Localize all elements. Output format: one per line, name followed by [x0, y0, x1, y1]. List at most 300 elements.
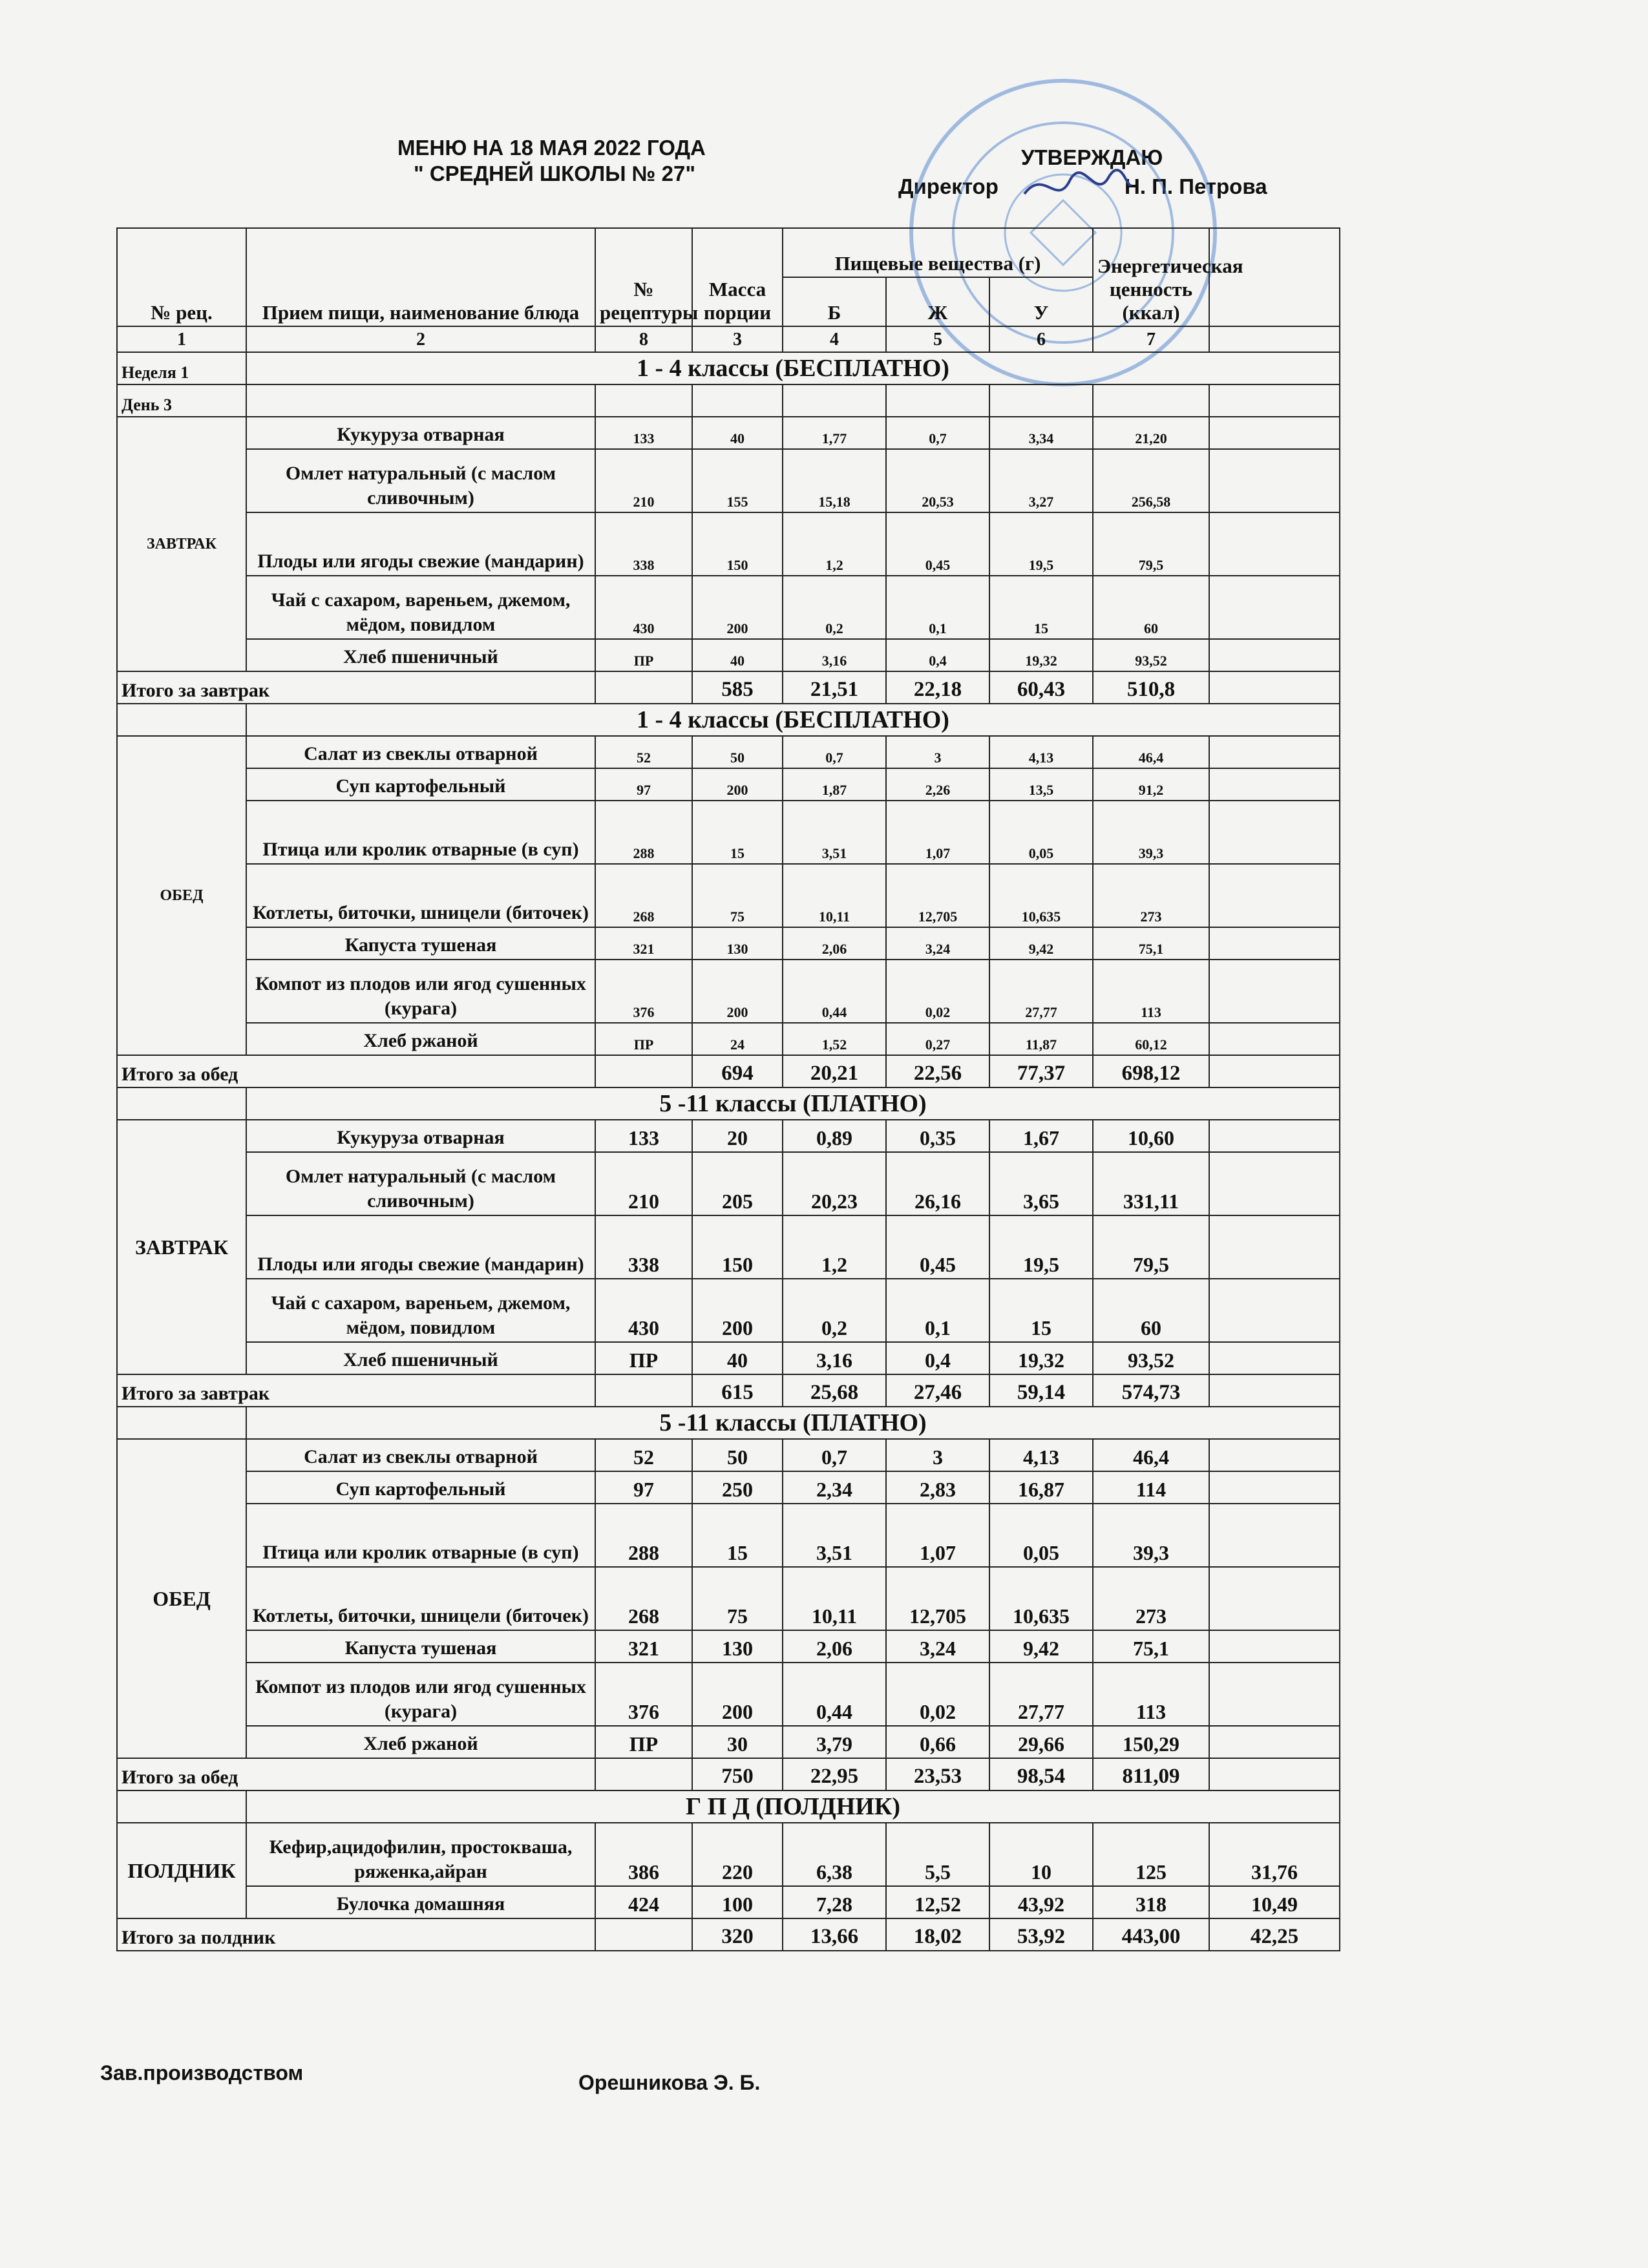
recipe-number: 210 [595, 449, 692, 512]
fat-value: 3,24 [886, 927, 989, 960]
table-row [117, 1342, 1340, 1374]
fat-value: 12,705 [886, 864, 989, 927]
fat-value: 2,26 [886, 768, 989, 801]
total-energy: 698,12 [1093, 1055, 1209, 1087]
col-number: 2 [246, 326, 595, 352]
table-row [117, 1023, 1340, 1055]
dish-name: Котлеты, биточки, шницели (биточек) [246, 1567, 595, 1630]
protein-value: 3,51 [783, 1504, 886, 1567]
carb-value: 13,5 [989, 768, 1093, 801]
energy-value: 150,29 [1093, 1726, 1209, 1758]
dish-name: Хлеб пшеничный [246, 639, 595, 671]
protein-value: 2,06 [783, 927, 886, 960]
recipe-number: 288 [595, 1504, 692, 1567]
table-row [117, 960, 1340, 1023]
recipe-number: 133 [595, 1120, 692, 1152]
meal-label: ОБЕД [117, 736, 246, 1055]
carb-value: 10 [989, 1823, 1093, 1886]
portion-mass: 200 [692, 1663, 783, 1726]
section-title-spacer [117, 1407, 246, 1439]
energy-value: 39,3 [1093, 1504, 1209, 1567]
table-row [117, 801, 1340, 864]
carb-value: 27,77 [989, 1663, 1093, 1726]
total-label: Итого за завтрак [117, 671, 595, 704]
table-row [117, 1279, 1340, 1342]
col-number: 3 [692, 326, 783, 352]
energy-value: 318 [1093, 1886, 1209, 1918]
fat-value: 0,45 [886, 1215, 989, 1279]
section-title-row [117, 704, 1340, 736]
table-row [117, 639, 1340, 671]
portion-mass: 200 [692, 576, 783, 639]
carb-value: 19,5 [989, 1215, 1093, 1279]
fat-value: 0,7 [886, 417, 989, 449]
extra-value [1209, 1663, 1340, 1726]
table-row [117, 1120, 1340, 1152]
empty-cell [595, 1374, 692, 1407]
fat-value: 0,02 [886, 1663, 989, 1726]
fat-value: 3,24 [886, 1630, 989, 1663]
recipe-number: ПР [595, 1023, 692, 1055]
table-row [117, 449, 1340, 512]
director-name: Н. П. Петрова [1125, 174, 1267, 198]
section-title-row [117, 1087, 1340, 1120]
meal-label: ОБЕД [117, 1439, 246, 1758]
protein-value: 0,44 [783, 960, 886, 1023]
extra-value [1209, 1504, 1340, 1567]
col-u: У [989, 277, 1093, 326]
fat-value: 26,16 [886, 1152, 989, 1215]
protein-value: 6,38 [783, 1823, 886, 1886]
total-label: Итого за обед [117, 1055, 595, 1087]
total-energy: 510,8 [1093, 671, 1209, 704]
extra-value [1209, 736, 1340, 768]
energy-value: 91,2 [1093, 768, 1209, 801]
total-label: Итого за завтрак [117, 1374, 595, 1407]
fat-value: 1,07 [886, 801, 989, 864]
meal-label: ЗАВТРАК [117, 1120, 246, 1374]
portion-mass: 250 [692, 1471, 783, 1504]
table-row [117, 1823, 1340, 1886]
dish-name: Кефир,ацидофилин, простокваша, ряженка,айран [246, 1823, 595, 1886]
dish-name: Котлеты, биточки, шницели (биточек) [246, 864, 595, 927]
protein-value: 10,11 [783, 864, 886, 927]
total-row [117, 1055, 1340, 1087]
fat-value: 1,07 [886, 1504, 989, 1567]
recipe-number: 97 [595, 768, 692, 801]
carb-value: 9,42 [989, 1630, 1093, 1663]
table-row [117, 768, 1340, 801]
meal-label: ПОЛДНИК [117, 1823, 246, 1918]
col-extra [1209, 228, 1340, 326]
table-row [117, 864, 1340, 927]
col-energy: Энергетическая ценность (ккал) [1093, 228, 1209, 326]
empty-cell [989, 384, 1093, 417]
energy-value: 60 [1093, 576, 1209, 639]
portion-mass: 200 [692, 960, 783, 1023]
table-row [117, 1439, 1340, 1471]
carb-value: 1,67 [989, 1120, 1093, 1152]
carb-value: 0,05 [989, 1504, 1093, 1567]
protein-value: 20,23 [783, 1152, 886, 1215]
extra-value [1209, 1120, 1340, 1152]
dish-name: Омлет натуральный (с маслом сливочным) [246, 1152, 595, 1215]
portion-mass: 100 [692, 1886, 783, 1918]
carb-value: 15 [989, 576, 1093, 639]
recipe-number: ПР [595, 1342, 692, 1374]
total-mass: 585 [692, 671, 783, 704]
portion-mass: 24 [692, 1023, 783, 1055]
carb-value: 0,05 [989, 801, 1093, 864]
carb-value: 10,635 [989, 864, 1093, 927]
dish-name: Чай с сахаром, вареньем, джемом, мёдом, повидлом [246, 576, 595, 639]
total-mass: 750 [692, 1758, 783, 1790]
energy-value: 60 [1093, 1279, 1209, 1342]
total-row [117, 1374, 1340, 1407]
dish-name: Хлеб ржаной [246, 1726, 595, 1758]
fat-value: 2,83 [886, 1471, 989, 1504]
carb-value: 19,32 [989, 639, 1093, 671]
extra-value [1209, 1279, 1340, 1342]
empty-cell [595, 1758, 692, 1790]
fat-value: 0,1 [886, 1279, 989, 1342]
energy-value: 93,52 [1093, 1342, 1209, 1374]
table-row [117, 1471, 1340, 1504]
protein-value: 1,52 [783, 1023, 886, 1055]
dish-name: Омлет натуральный (с маслом сливочным) [246, 449, 595, 512]
recipe-number: 133 [595, 417, 692, 449]
recipe-number: 97 [595, 1471, 692, 1504]
fat-value: 0,02 [886, 960, 989, 1023]
empty-cell [595, 1055, 692, 1087]
table-row [117, 1663, 1340, 1726]
fat-value: 0,1 [886, 576, 989, 639]
footer-name: Орешникова Э. Б. [578, 2071, 761, 2094]
total-fat: 18,02 [886, 1918, 989, 1951]
dish-name: Плоды или ягоды свежие (мандарин) [246, 1215, 595, 1279]
dish-name: Суп картофельный [246, 1471, 595, 1504]
portion-mass: 50 [692, 1439, 783, 1471]
dish-name: Капуста тушеная [246, 1630, 595, 1663]
protein-value: 1,77 [783, 417, 886, 449]
col-number: 4 [783, 326, 886, 352]
recipe-number: 386 [595, 1823, 692, 1886]
energy-value: 75,1 [1093, 1630, 1209, 1663]
portion-mass: 40 [692, 1342, 783, 1374]
total-protein: 20,21 [783, 1055, 886, 1087]
col-rec-no: № рец. [117, 228, 246, 326]
dish-name: Птица или кролик отварные (в суп) [246, 801, 595, 864]
extra-value [1209, 1342, 1340, 1374]
empty-cell [595, 1918, 692, 1951]
week-label: Неделя 1 [117, 352, 246, 384]
col-zh: Ж [886, 277, 989, 326]
energy-value: 75,1 [1093, 927, 1209, 960]
total-label: Итого за полдник [117, 1918, 595, 1951]
col-number: 7 [1093, 326, 1209, 352]
dish-name: Компот из плодов или ягод сушенных (курага) [246, 1663, 595, 1726]
fat-value: 0,27 [886, 1023, 989, 1055]
director-label: Директор [898, 174, 998, 198]
recipe-number: 321 [595, 927, 692, 960]
dish-name: Кукуруза отварная [246, 1120, 595, 1152]
dish-name: Компот из плодов или ягод сушенных (курага) [246, 960, 595, 1023]
extra-value [1209, 417, 1340, 449]
energy-value: 125 [1093, 1823, 1209, 1886]
protein-value: 0,89 [783, 1120, 886, 1152]
school-name: " СРЕДНЕЙ ШКОЛЫ № 27" [414, 162, 695, 185]
total-fat: 22,18 [886, 671, 989, 704]
carb-value: 15 [989, 1279, 1093, 1342]
menu-title: МЕНЮ НА 18 МАЯ 2022 ГОДА [397, 136, 706, 160]
protein-value: 0,2 [783, 576, 886, 639]
col-number: 1 [117, 326, 246, 352]
fat-value: 20,53 [886, 449, 989, 512]
dish-name: Суп картофельный [246, 768, 595, 801]
empty-cell [886, 384, 989, 417]
carb-value: 3,65 [989, 1152, 1093, 1215]
section-title-spacer [117, 1790, 246, 1823]
energy-value: 46,4 [1093, 736, 1209, 768]
carb-value: 9,42 [989, 927, 1093, 960]
protein-value: 0,2 [783, 1279, 886, 1342]
table-row [117, 1215, 1340, 1279]
total-fat: 22,56 [886, 1055, 989, 1087]
portion-mass: 50 [692, 736, 783, 768]
fat-value: 0,4 [886, 1342, 989, 1374]
col-number: 6 [989, 326, 1093, 352]
empty-cell [595, 671, 692, 704]
day-row [117, 384, 1340, 417]
extra-value [1209, 639, 1340, 671]
total-carb: 53,92 [989, 1918, 1093, 1951]
energy-value: 46,4 [1093, 1439, 1209, 1471]
total-fat: 23,53 [886, 1758, 989, 1790]
recipe-number: 52 [595, 736, 692, 768]
extra-value: 10,49 [1209, 1886, 1340, 1918]
protein-value: 10,11 [783, 1567, 886, 1630]
empty-cell [783, 384, 886, 417]
fat-value: 3 [886, 736, 989, 768]
protein-value: 15,18 [783, 449, 886, 512]
total-extra [1209, 1055, 1340, 1087]
dish-name: Хлеб ржаной [246, 1023, 595, 1055]
fat-value: 0,4 [886, 639, 989, 671]
table-row [117, 576, 1340, 639]
portion-mass: 40 [692, 417, 783, 449]
portion-mass: 205 [692, 1152, 783, 1215]
total-carb: 77,37 [989, 1055, 1093, 1087]
portion-mass: 130 [692, 927, 783, 960]
dish-name: Плоды или ягоды свежие (мандарин) [246, 512, 595, 576]
energy-value: 79,5 [1093, 1215, 1209, 1279]
col-meal-name: Прием пищи, наименование блюда [246, 228, 595, 326]
total-extra [1209, 671, 1340, 704]
meal-label: ЗАВТРАК [117, 417, 246, 671]
portion-mass: 220 [692, 1823, 783, 1886]
fat-value: 3 [886, 1439, 989, 1471]
table-row [117, 1886, 1340, 1918]
fat-value: 12,705 [886, 1567, 989, 1630]
protein-value: 0,44 [783, 1663, 886, 1726]
protein-value: 1,2 [783, 512, 886, 576]
recipe-number: 430 [595, 1279, 692, 1342]
extra-value [1209, 1726, 1340, 1758]
extra-value [1209, 960, 1340, 1023]
col-number: 8 [595, 326, 692, 352]
extra-value [1209, 1215, 1340, 1279]
extra-value [1209, 864, 1340, 927]
total-mass: 320 [692, 1918, 783, 1951]
energy-value: 256,58 [1093, 449, 1209, 512]
dish-name: Птица или кролик отварные (в суп) [246, 1504, 595, 1567]
protein-value: 0,7 [783, 1439, 886, 1471]
section-title-row [117, 352, 1340, 384]
energy-value: 79,5 [1093, 512, 1209, 576]
total-energy: 574,73 [1093, 1374, 1209, 1407]
extra-value [1209, 1023, 1340, 1055]
extra-value: 31,76 [1209, 1823, 1340, 1886]
total-protein: 22,95 [783, 1758, 886, 1790]
recipe-number: 338 [595, 512, 692, 576]
protein-value: 3,51 [783, 801, 886, 864]
energy-value: 273 [1093, 1567, 1209, 1630]
energy-value: 93,52 [1093, 639, 1209, 671]
carb-value: 11,87 [989, 1023, 1093, 1055]
portion-mass: 20 [692, 1120, 783, 1152]
section-title: 5 -11 классы (ПЛАТНО) [246, 1407, 1340, 1439]
dish-name: Булочка домашняя [246, 1886, 595, 1918]
day-label: День 3 [117, 384, 246, 417]
protein-value: 7,28 [783, 1886, 886, 1918]
portion-mass: 155 [692, 449, 783, 512]
portion-mass: 200 [692, 1279, 783, 1342]
footer-position: Зав.производством [100, 2061, 304, 2084]
carb-value: 16,87 [989, 1471, 1093, 1504]
protein-value: 3,16 [783, 1342, 886, 1374]
table-row [117, 1630, 1340, 1663]
energy-value: 60,12 [1093, 1023, 1209, 1055]
recipe-number: 430 [595, 576, 692, 639]
extra-value [1209, 1630, 1340, 1663]
total-label: Итого за обед [117, 1758, 595, 1790]
carb-value: 4,13 [989, 1439, 1093, 1471]
section-title: Г П Д (ПОЛДНИК) [246, 1790, 1340, 1823]
portion-mass: 75 [692, 864, 783, 927]
recipe-number: ПР [595, 639, 692, 671]
empty-cell [692, 384, 783, 417]
fat-value: 12,52 [886, 1886, 989, 1918]
protein-value: 1,2 [783, 1215, 886, 1279]
dish-name: Капуста тушеная [246, 927, 595, 960]
total-extra [1209, 1758, 1340, 1790]
signature-icon [1018, 162, 1134, 213]
total-extra: 42,25 [1209, 1918, 1340, 1951]
table-row [117, 512, 1340, 576]
empty-cell [246, 384, 595, 417]
fat-value: 0,45 [886, 512, 989, 576]
protein-value: 3,79 [783, 1726, 886, 1758]
dish-name: Кукуруза отварная [246, 417, 595, 449]
recipe-number: 268 [595, 864, 692, 927]
carb-value: 27,77 [989, 960, 1093, 1023]
protein-value: 1,87 [783, 768, 886, 801]
recipe-number: 376 [595, 1663, 692, 1726]
recipe-number: 210 [595, 1152, 692, 1215]
col-mass: Масса порции [692, 228, 783, 326]
energy-value: 113 [1093, 1663, 1209, 1726]
total-energy: 811,09 [1093, 1758, 1209, 1790]
section-title-spacer [117, 1087, 246, 1120]
energy-value: 10,60 [1093, 1120, 1209, 1152]
carb-value: 10,635 [989, 1567, 1093, 1630]
dish-name: Салат из свеклы отварной [246, 1439, 595, 1471]
total-row [117, 1918, 1340, 1951]
empty-cell [1093, 384, 1209, 417]
extra-value [1209, 1152, 1340, 1215]
carb-value: 19,5 [989, 512, 1093, 576]
portion-mass: 15 [692, 1504, 783, 1567]
extra-value [1209, 768, 1340, 801]
portion-mass: 30 [692, 1726, 783, 1758]
table-row [117, 1567, 1340, 1630]
section-title: 1 - 4 классы (БЕСПЛАТНО) [246, 352, 1340, 384]
carb-value: 43,92 [989, 1886, 1093, 1918]
recipe-number: 338 [595, 1215, 692, 1279]
table-row [117, 1152, 1340, 1215]
section-title: 5 -11 классы (ПЛАТНО) [246, 1087, 1340, 1120]
total-protein: 13,66 [783, 1918, 886, 1951]
extra-value [1209, 801, 1340, 864]
protein-value: 2,06 [783, 1630, 886, 1663]
section-title-row [117, 1407, 1340, 1439]
col-number: 5 [886, 326, 989, 352]
col-nutrients: Пищевые вещества (г) [783, 228, 1093, 277]
portion-mass: 75 [692, 1567, 783, 1630]
total-extra [1209, 1374, 1340, 1407]
total-energy: 443,00 [1093, 1918, 1209, 1951]
extra-value [1209, 512, 1340, 576]
section-title-spacer [117, 704, 246, 736]
fat-value: 0,35 [886, 1120, 989, 1152]
recipe-number: 424 [595, 1886, 692, 1918]
section-title-row [117, 1790, 1340, 1823]
table-row [117, 1504, 1340, 1567]
carb-value: 29,66 [989, 1726, 1093, 1758]
total-carb: 59,14 [989, 1374, 1093, 1407]
energy-value: 331,11 [1093, 1152, 1209, 1215]
table-row [117, 1726, 1340, 1758]
energy-value: 21,20 [1093, 417, 1209, 449]
carb-value: 19,32 [989, 1342, 1093, 1374]
carb-value: 3,27 [989, 449, 1093, 512]
protein-value: 2,34 [783, 1471, 886, 1504]
recipe-number: 52 [595, 1439, 692, 1471]
extra-value [1209, 1567, 1340, 1630]
total-protein: 21,51 [783, 671, 886, 704]
carb-value: 4,13 [989, 736, 1093, 768]
approve-label: УТВЕРЖДАЮ [1021, 145, 1163, 169]
recipe-number: 321 [595, 1630, 692, 1663]
table-row [117, 927, 1340, 960]
carb-value: 3,34 [989, 417, 1093, 449]
dish-name: Салат из свеклы отварной [246, 736, 595, 768]
portion-mass: 150 [692, 1215, 783, 1279]
total-carb: 60,43 [989, 671, 1093, 704]
portion-mass: 40 [692, 639, 783, 671]
table-row [117, 736, 1340, 768]
recipe-number: 288 [595, 801, 692, 864]
